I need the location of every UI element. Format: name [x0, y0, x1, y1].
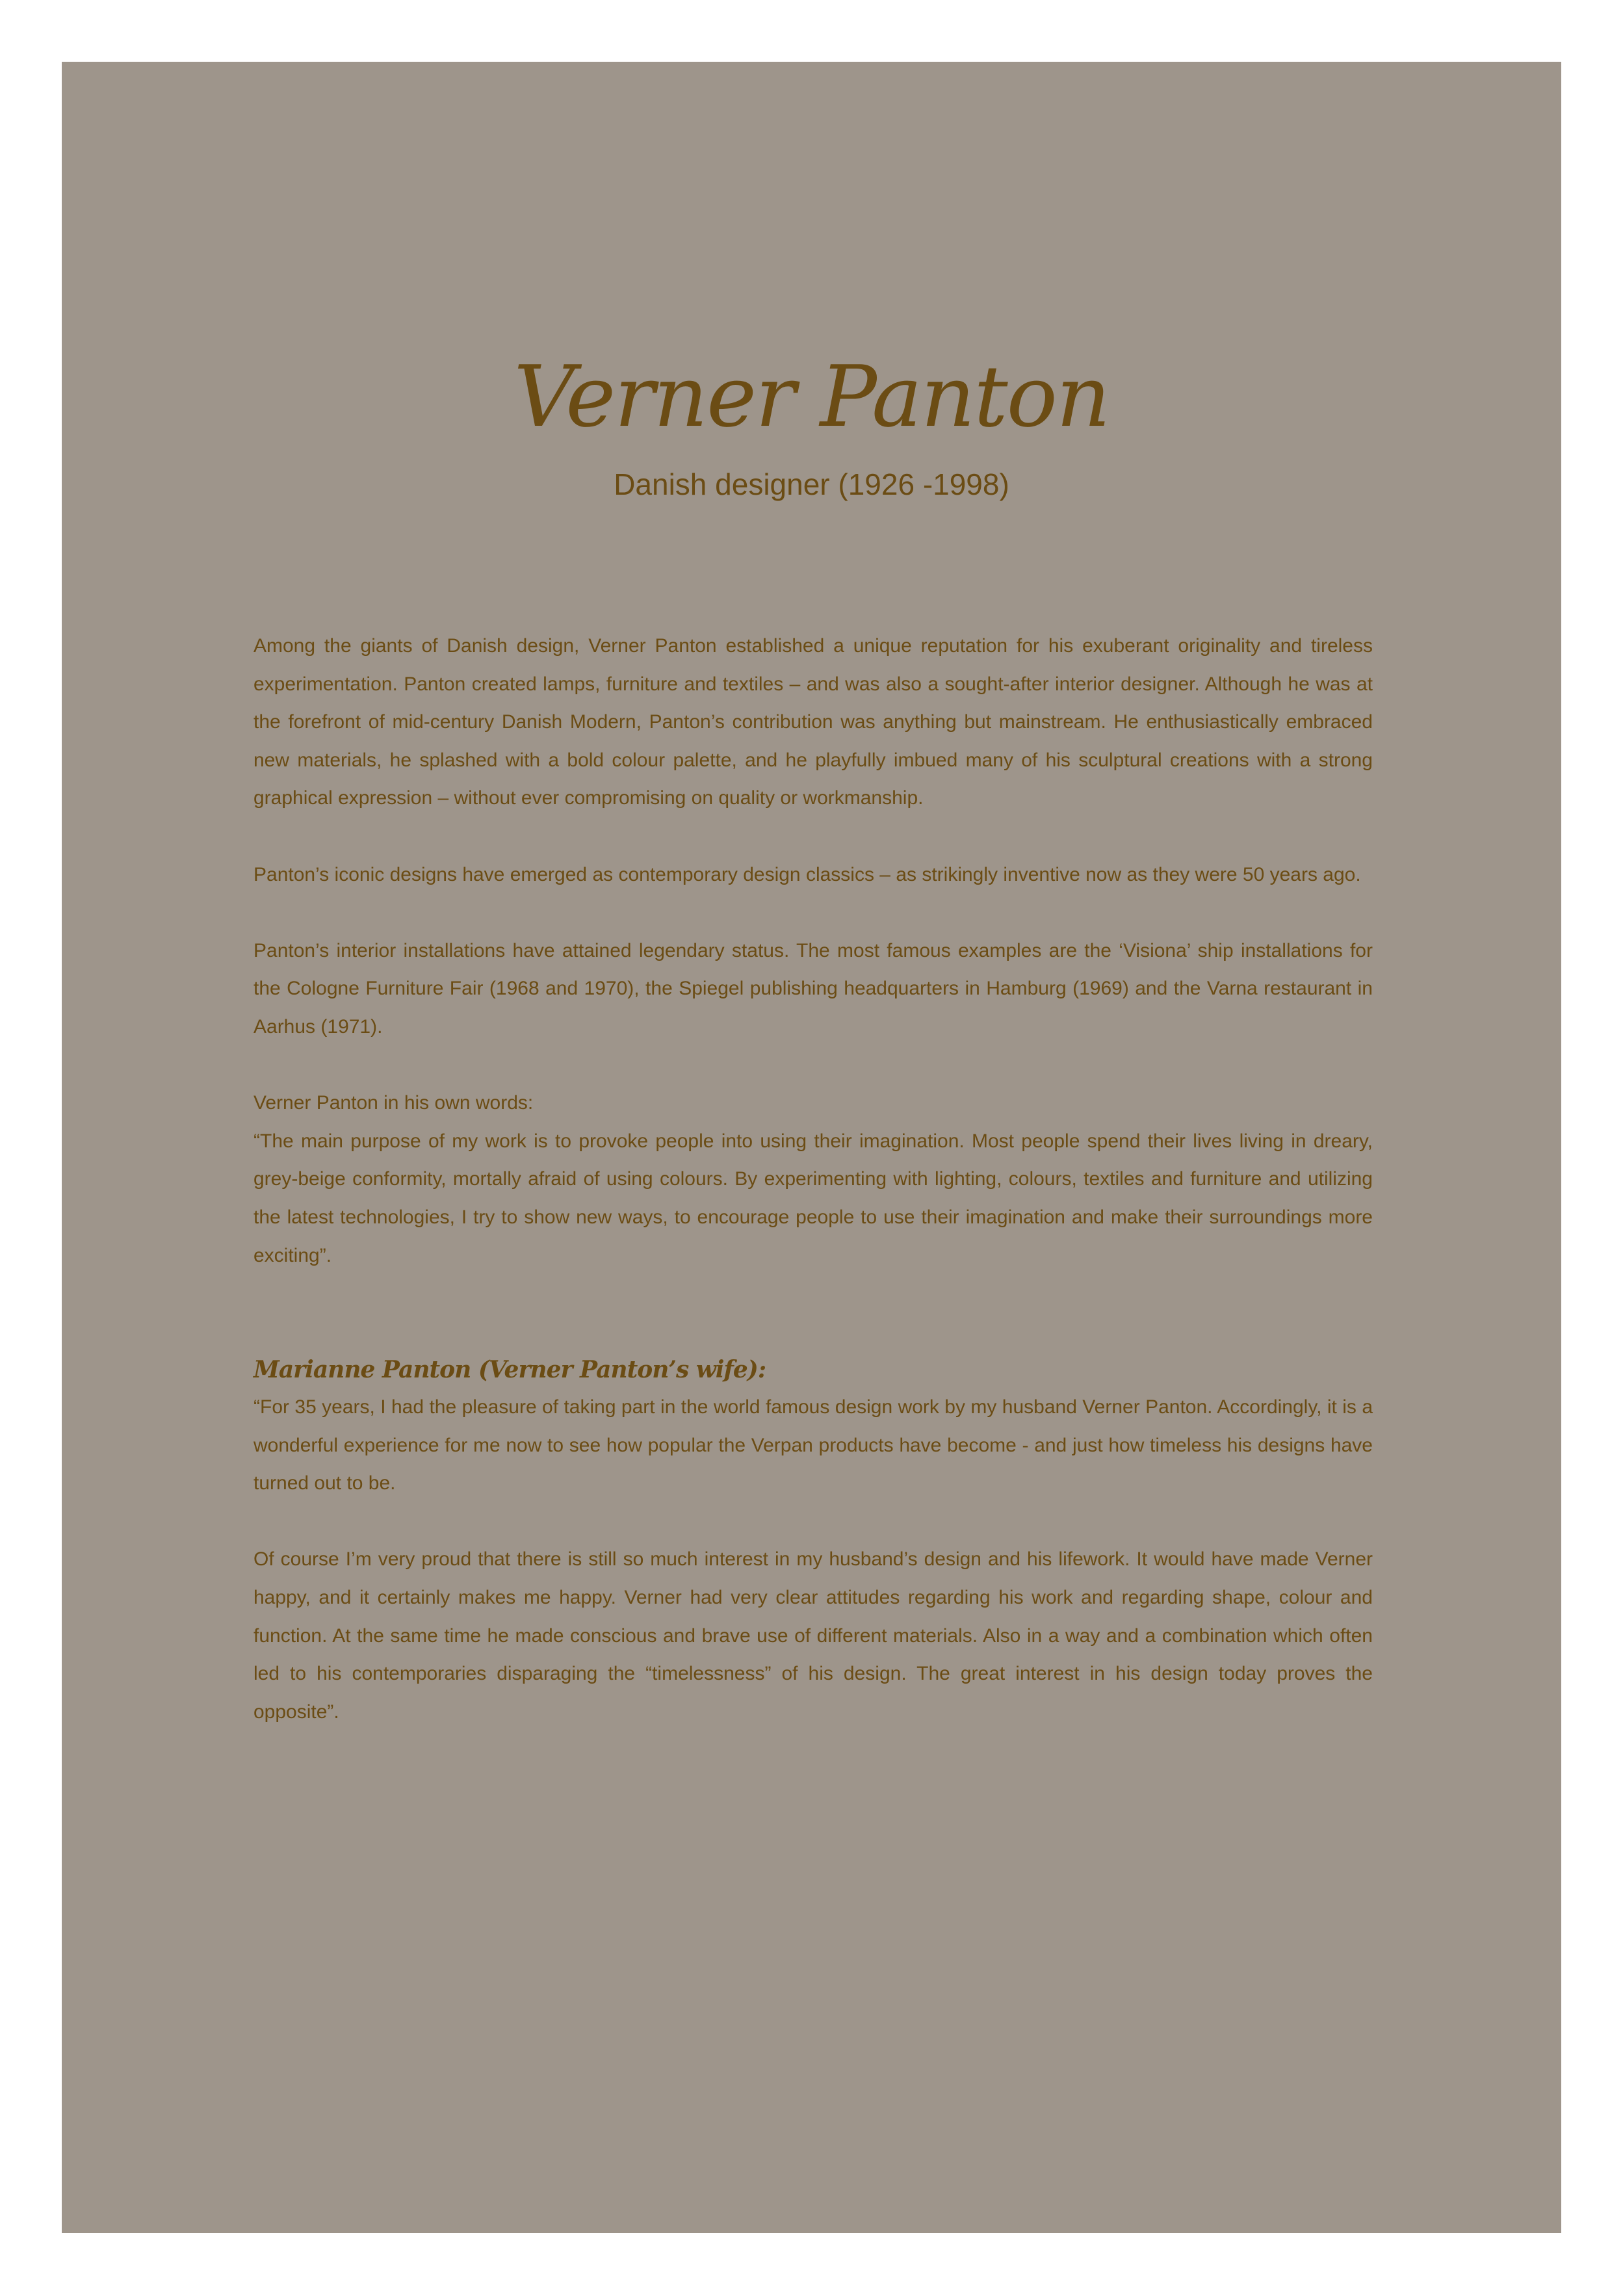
content-panel [62, 62, 1561, 2233]
quote-intro: Verner Panton in his own words: [253, 1092, 534, 1114]
paragraph-installations: Panton’s interior installations have attained legendary status. The most famous examples are the ‘Visiona’ ship installations for the Cologne Furniture Fair (1968 and 1970), the Spiegel publishing headquarters in Hamburg (1969) and the Varna restaurant in Aarhus (1971). [253, 939, 1373, 1037]
quote-marianne-part2: Of course I’m very proud that there is still so much interest in my husband’s design and his lifework. It would have made Verner happy, and it certainly makes me happy. Verner had very clear attitudes regarding his work and regarding shape, colour and function. At the same time he made conscious and brave use of different materials. Also in a way and a combination which often led to his contemporaries disparaging the “timelessness” of his design. The great interest in his design today proves the opposite”. [253, 1548, 1373, 1723]
quote-verner: “The main purpose of my work is to provoke people into using their imagination. Most people spend their lives living in dreary, grey-beige conformity, mortally afraid of using colours. By experimenting with lighting, colours, textiles and furniture and utilizing the latest technologies, I try to show new ways, to encourage people to use their imagination and make their surroundings more exciting”. [253, 1130, 1373, 1266]
page-title: Verner Panton [513, 347, 1110, 446]
quote-heading-marianne: Marianne Panton (Verner Panton’s wife): [253, 1356, 766, 1384]
paragraph-intro: Among the giants of Danish design, Verner Panton established a unique reputation for his exuberant originality and tireless experimentation. Panton created lamps, furniture and textiles – and was also a sought-after interior designer. Although he was at the forefront of mid-century Danish Modern, Panton’s contribution was anything but mainstream. He enthusiastically embraced new materials, he splashed with a bold colour palette, and he playfully imbued many of his sculptural creations with a strong graphical expression – without ever compromising on quality or workmanship. [253, 635, 1373, 809]
paragraph-classics: Panton’s iconic designs have emerged as contemporary design classics – as strikingly inventive now as they were 50 years ago. [253, 863, 1361, 885]
quote-marianne-part1: “For 35 years, I had the pleasure of taking part in the world famous design work by my husband Verner Panton. Accordingly, it is a wonderful experience for me now to see how popular the Verpan products have become - and just how timeless his designs have turned out to be. [253, 1396, 1373, 1494]
page-subtitle: Danish designer (1926 -1998) [614, 467, 1009, 501]
body-text [253, 627, 1373, 1731]
